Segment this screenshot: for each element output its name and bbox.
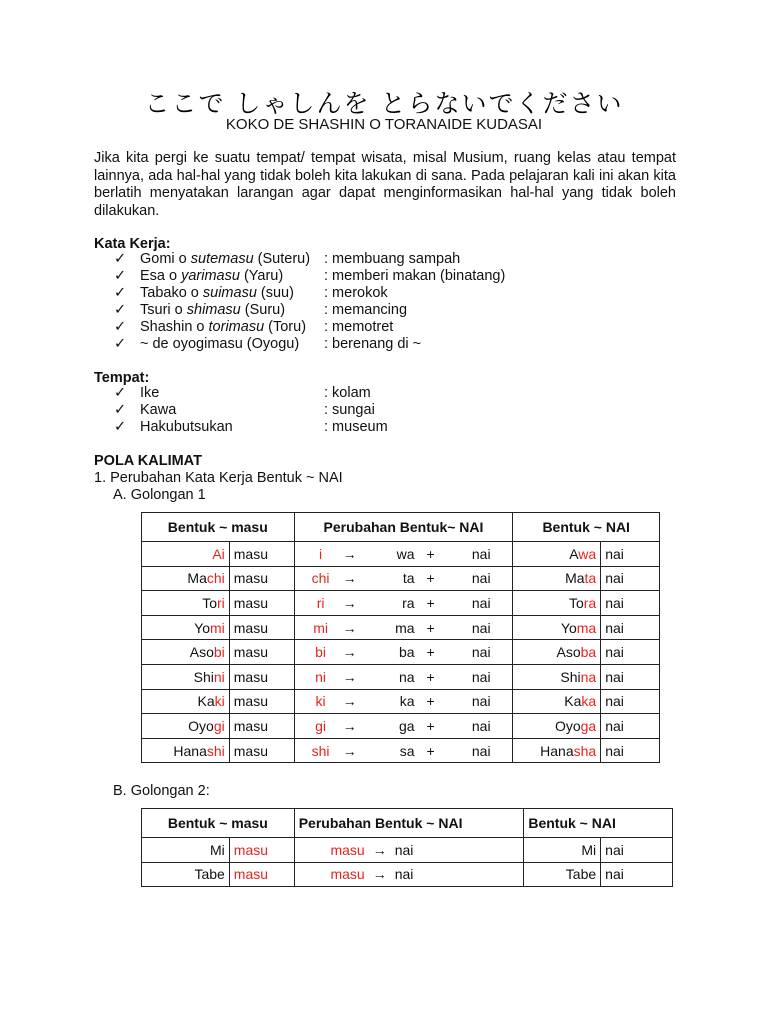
masu-stem: Hana	[173, 742, 207, 759]
table1-header-masu: Bentuk ~ masu	[142, 513, 295, 542]
verb-prefix: Esa o	[140, 268, 182, 284]
plus-sign: +	[426, 545, 435, 562]
nai-stem-ending: ra	[583, 594, 597, 611]
kata-kerja-list	[114, 251, 506, 353]
table-row	[142, 640, 660, 665]
check-icon: ✓	[114, 268, 127, 284]
masu-stem-ending: ni	[213, 668, 225, 685]
verb-prefix: Tsuri o	[140, 302, 187, 318]
from-syllable: bi	[315, 644, 327, 661]
perubahan-expression	[299, 665, 509, 689]
table2-header-masu: Bentuk ~ masu	[142, 809, 295, 838]
arrow-icon: →	[342, 644, 357, 661]
nai-suffix: nai	[605, 570, 624, 587]
from-syllable: chi	[311, 570, 330, 587]
verb-prefix: Shashin o	[140, 319, 209, 335]
verb-phrase	[140, 336, 299, 353]
kata-kerja-item	[114, 268, 506, 285]
from-syllable: ri	[316, 594, 325, 611]
arrow-icon: →	[342, 742, 357, 759]
place-term: Hakubutsukan	[140, 419, 233, 435]
nai-suffix: nai	[471, 619, 491, 636]
nai-suffix: nai	[471, 742, 491, 759]
verb-meaning: : memancing	[324, 302, 408, 318]
plus-sign: +	[426, 644, 435, 661]
masu-stem-ending: Ai	[212, 545, 225, 562]
from-syllable: gi	[315, 717, 327, 734]
check-icon: ✓	[114, 336, 127, 352]
perubahan-expression	[299, 838, 520, 862]
plus-sign: +	[426, 693, 435, 710]
nai-suffix: nai	[605, 742, 624, 759]
nai-suffix: nai	[605, 594, 624, 611]
to-syllable: ga	[399, 717, 415, 734]
to-syllable: ba	[399, 644, 415, 661]
verb-meaning: : memberi makan (binatang)	[324, 268, 506, 284]
masu-suffix: masu	[233, 644, 268, 661]
masu-suffix: masu	[233, 545, 268, 562]
arrow-icon: →	[342, 668, 357, 685]
arrow-icon: →	[372, 866, 387, 883]
plus-sign: +	[426, 619, 435, 636]
masu-suffix: masu	[233, 717, 268, 734]
check-icon: ✓	[114, 402, 127, 418]
from-syllable: i	[319, 545, 323, 562]
golongan-2-table	[141, 808, 673, 887]
nai-suffix-cell	[601, 615, 660, 640]
tempat-item	[114, 385, 371, 402]
perubahan-cell	[294, 591, 513, 616]
masu-suffix-cell	[229, 542, 294, 567]
perubahan-cell	[294, 838, 524, 863]
masu-suffix-cell	[229, 714, 294, 739]
perubahan-expression	[299, 690, 509, 714]
check-icon: ✓	[114, 251, 127, 267]
arrow-icon: →	[342, 717, 357, 734]
masu-stem-cell	[142, 640, 230, 665]
nai-suffix: nai	[471, 717, 491, 734]
table1-header-perubahan: Perubahan Bentuk~ NAI	[294, 513, 513, 542]
nai-stem-cell	[513, 566, 601, 591]
verb-prefix: ~ de oyogimasu (Oyogu)	[140, 336, 300, 352]
verb-phrase	[140, 302, 285, 319]
kata-kerja-heading: Kata Kerja:	[94, 236, 171, 252]
to-syllable: na	[399, 668, 415, 685]
nai-stem: Aso	[556, 644, 581, 661]
table-row	[142, 542, 660, 567]
arrow-icon: →	[342, 545, 357, 562]
perubahan-cell	[294, 714, 513, 739]
nai-stem-ending: sha	[573, 742, 597, 759]
pola-kalimat-heading: POLA KALIMAT	[94, 453, 202, 469]
plus-sign: +	[426, 594, 435, 611]
perubahan-expression	[299, 542, 509, 566]
nai-suffix-cell	[601, 714, 660, 739]
kata-kerja-item	[114, 285, 388, 302]
table1-header-nai: Bentuk ~ NAI	[513, 513, 660, 542]
plus-sign: +	[426, 668, 435, 685]
table-row	[142, 838, 673, 863]
nai-suffix-cell	[601, 738, 660, 763]
nai-stem-cell	[513, 664, 601, 689]
nai-stem: Yo	[560, 619, 577, 636]
masu-stem-ending: shi	[206, 742, 225, 759]
place-term: Ike	[140, 385, 160, 401]
table-row	[142, 862, 673, 887]
table-row	[142, 566, 660, 591]
table2-header-nai: Bentuk ~ NAI	[524, 809, 673, 838]
perubahan-cell	[294, 689, 513, 714]
to-syllable: wa	[396, 545, 415, 562]
masu-stem-ending: ri	[216, 594, 225, 611]
plus-sign: +	[426, 742, 435, 759]
verb-phrase	[140, 268, 283, 285]
nai-suffix: nai	[471, 570, 491, 587]
perubahan-cell	[294, 738, 513, 763]
arrow-icon: →	[372, 841, 387, 858]
masu-stem-cell	[142, 664, 230, 689]
nai-suffix: nai	[605, 693, 624, 710]
nai-stem: A	[569, 545, 579, 562]
masu-suffix-cell	[229, 615, 294, 640]
to-syllable: ka	[399, 693, 415, 710]
nai-stem-cell: Mi	[524, 838, 601, 863]
tempat-heading: Tempat:	[94, 370, 150, 386]
verb-masu-form: shimasu	[186, 302, 241, 318]
perubahan-expression	[299, 591, 509, 615]
perubahan-expression	[299, 863, 520, 887]
masu-stem-cell	[142, 566, 230, 591]
perubahan-cell	[294, 566, 513, 591]
tempat-list	[114, 385, 388, 436]
nai-stem-ending: ga	[580, 717, 597, 734]
masu-stem-ending: gi	[213, 717, 225, 734]
nai-stem-cell	[513, 640, 601, 665]
masu-stem-cell	[142, 738, 230, 763]
plus-sign: +	[426, 570, 435, 587]
masu-stem-cell	[142, 591, 230, 616]
verb-dictionary-form: (Yaru)	[239, 268, 284, 284]
masu-suffix-cell	[229, 689, 294, 714]
nai-suffix-cell	[601, 566, 660, 591]
verb-meaning: : memotret	[324, 319, 394, 335]
masu-suffix-cell	[229, 738, 294, 763]
masu-stem-cell: Tabe	[142, 862, 230, 887]
verb-meaning: : berenang di ~	[324, 336, 422, 352]
nai-stem-ending: ma	[576, 619, 597, 636]
nai-suffix: nai	[471, 644, 491, 661]
arrow-icon: →	[342, 619, 357, 636]
nai-stem-ending: ta	[584, 570, 597, 587]
masu-suffix: masu	[233, 742, 268, 759]
nai-suffix: nai	[605, 668, 624, 685]
masu-stem: To	[202, 594, 217, 611]
table-row	[142, 714, 660, 739]
masu-suffix-cell	[229, 640, 294, 665]
masu-suffix-cell	[229, 591, 294, 616]
tempat-item	[114, 402, 375, 419]
golongan-1-label: A. Golongan 1	[113, 487, 206, 503]
verb-prefix: Gomi o	[140, 251, 191, 267]
nai-stem: Oyo	[554, 717, 581, 734]
verb-masu-form: suimasu	[202, 285, 257, 301]
table-row	[142, 615, 660, 640]
verb-meaning: : merokok	[324, 285, 388, 301]
nai-stem-cell: Tabe	[524, 862, 601, 887]
perubahan-expression	[299, 739, 509, 763]
from-syllable: ki	[315, 693, 326, 710]
nai-suffix-cell	[601, 689, 660, 714]
kata-kerja-item	[114, 336, 422, 353]
nai-stem-ending: wa	[578, 545, 597, 562]
intro-paragraph: Jika kita pergi ke suatu tempat/ tempat wisata, misal Musium, ruang kelas atau tempat lainnya, ada hal-hal yang tidak boleh kita lakukan di sana. Pada pelajaran kali ini akan kita berlatih menyatakan larangan agar dapat menginformasikan hal-hal yang tidak boleh dilakukan.	[94, 150, 676, 219]
perubahan-cell	[294, 862, 524, 887]
nai-stem: Hana	[540, 742, 574, 759]
masu-stem-cell: Mi	[142, 838, 230, 863]
nai-stem: Ma	[565, 570, 585, 587]
masu-suffix: masu	[233, 693, 268, 710]
nai-suffix-cell: nai	[601, 862, 673, 887]
perubahan-cell	[294, 542, 513, 567]
nai-stem-cell	[513, 738, 601, 763]
nai-suffix: nai	[471, 545, 491, 562]
nai-stem-ending: ka	[581, 693, 597, 710]
perubahan-expression	[299, 640, 509, 664]
masu-stem: Shi	[193, 668, 214, 685]
from-syllable: shi	[311, 742, 330, 759]
nai-suffix: nai	[471, 693, 491, 710]
masu-stem-cell	[142, 542, 230, 567]
perubahan-expression	[299, 714, 509, 738]
nai-stem: Shi	[560, 668, 581, 685]
masu-stem: Aso	[189, 644, 214, 661]
nai-stem: To	[568, 594, 584, 611]
masu-suffix-cell	[229, 566, 294, 591]
nai-suffix-cell	[601, 591, 660, 616]
nai-suffix-cell	[601, 640, 660, 665]
arrow-icon: →	[342, 570, 357, 587]
verb-masu-form: yarimasu	[181, 268, 240, 284]
check-icon: ✓	[114, 419, 127, 435]
verb-dictionary-form: (suu)	[256, 285, 294, 301]
masu-suffix: masu	[233, 570, 268, 587]
to-suffix: nai	[394, 841, 414, 858]
masu-stem: Oyo	[188, 717, 214, 734]
perubahan-cell	[294, 640, 513, 665]
place-meaning: : kolam	[324, 385, 371, 401]
kata-kerja-item	[114, 302, 408, 319]
golongan-2-label: B. Golongan 2:	[113, 783, 210, 799]
page-title-romaji: KOKO DE SHASHIN O TORANAIDE KUDASAI	[225, 116, 543, 133]
verb-phrase	[140, 251, 310, 268]
masu-stem-cell	[142, 615, 230, 640]
nai-stem-cell	[513, 542, 601, 567]
place-term: Kawa	[140, 402, 177, 418]
verb-meaning: : membuang sampah	[324, 251, 461, 267]
arrow-icon: →	[342, 693, 357, 710]
kata-kerja-item	[114, 319, 394, 336]
masu-stem: Yo	[194, 619, 210, 636]
masu-stem: Ka	[197, 693, 215, 710]
nai-suffix-cell	[601, 664, 660, 689]
nai-stem: Ka	[564, 693, 582, 710]
masu-stem-cell	[142, 689, 230, 714]
masu-suffix-cell: masu	[229, 862, 294, 887]
verb-prefix: Tabako o	[140, 285, 203, 301]
check-icon: ✓	[114, 319, 127, 335]
verb-masu-form: sutemasu	[190, 251, 254, 267]
nai-suffix: nai	[605, 644, 624, 661]
check-icon: ✓	[114, 285, 127, 301]
table-row	[142, 591, 660, 616]
nai-suffix-cell	[601, 542, 660, 567]
to-syllable: ra	[402, 594, 415, 611]
from-suffix: masu	[330, 866, 365, 883]
verb-phrase	[140, 319, 306, 336]
place-meaning: : sungai	[324, 402, 375, 418]
arrow-icon: →	[342, 594, 357, 611]
nai-suffix: nai	[605, 717, 624, 734]
nai-suffix: nai	[471, 594, 491, 611]
verb-dictionary-form: (Suru)	[240, 302, 286, 318]
perubahan-cell	[294, 664, 513, 689]
table-row	[142, 738, 660, 763]
place-meaning: : museum	[324, 419, 388, 435]
masu-stem-ending: ki	[214, 693, 225, 710]
nai-stem-cell	[513, 591, 601, 616]
verb-dictionary-form: (Toru)	[264, 319, 307, 335]
table-row	[142, 664, 660, 689]
verb-masu-form: torimasu	[208, 319, 265, 335]
kata-kerja-item	[114, 251, 461, 268]
check-icon: ✓	[114, 302, 127, 318]
masu-suffix-cell: masu	[229, 838, 294, 863]
nai-suffix-cell: nai	[601, 838, 673, 863]
nai-stem-cell	[513, 714, 601, 739]
to-syllable: sa	[399, 742, 415, 759]
from-suffix: masu	[330, 841, 365, 858]
masu-stem-ending: bi	[213, 644, 225, 661]
perubahan-cell	[294, 615, 513, 640]
golongan-1-table	[141, 512, 660, 763]
nai-stem-cell	[513, 615, 601, 640]
nai-suffix: nai	[605, 545, 624, 562]
page-title-japanese: ここで しゃしんを とらないでください	[144, 89, 624, 118]
from-syllable: mi	[313, 619, 328, 636]
plus-sign: +	[426, 717, 435, 734]
masu-stem-ending: mi	[209, 619, 225, 636]
perubahan-expression	[299, 567, 509, 591]
perubahan-expression	[299, 616, 509, 640]
nai-stem-cell	[513, 689, 601, 714]
tempat-item	[114, 419, 388, 436]
nai-suffix: nai	[471, 668, 491, 685]
masu-suffix: masu	[233, 619, 268, 636]
to-syllable: ta	[402, 570, 415, 587]
table-row	[142, 689, 660, 714]
verb-phrase	[140, 285, 294, 302]
table2-header-perubahan: Perubahan Bentuk ~ NAI	[294, 809, 524, 838]
to-suffix: nai	[394, 866, 414, 883]
to-syllable: ma	[395, 619, 415, 636]
nai-suffix: nai	[605, 619, 624, 636]
masu-suffix: masu	[233, 594, 268, 611]
pola-item-1: 1. Perubahan Kata Kerja Bentuk ~ NAI	[94, 470, 343, 486]
nai-stem-ending: na	[580, 668, 597, 685]
nai-stem-ending: ba	[580, 644, 597, 661]
masu-stem: Ma	[187, 570, 207, 587]
masu-stem-ending: chi	[206, 570, 225, 587]
from-syllable: ni	[315, 668, 327, 685]
check-icon: ✓	[114, 385, 127, 401]
masu-suffix-cell	[229, 664, 294, 689]
masu-suffix: masu	[233, 668, 268, 685]
verb-dictionary-form: (Suteru)	[253, 251, 311, 267]
masu-stem-cell	[142, 714, 230, 739]
